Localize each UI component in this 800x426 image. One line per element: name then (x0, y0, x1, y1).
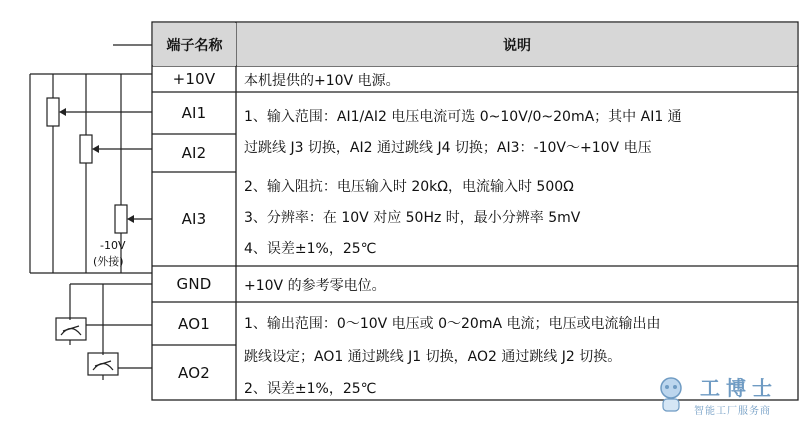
desc-ao-line3: 2、误差±1%，25℃ (244, 381, 377, 397)
desc-ai-line5: 4、误差±1%，25℃ (244, 241, 377, 257)
external-supply-label: (外接) (93, 255, 124, 268)
desc-ao-line2: 跳线设定；AO1 通过跳线 J1 切换，AO2 通过跳线 J2 切换。 (244, 349, 622, 365)
robot-mascot-icon (654, 374, 688, 414)
terminal-ai3: AI3 (181, 210, 207, 228)
watermark-subtitle: 智能工厂服务商 (694, 406, 771, 417)
desc-gnd-line1: +10V 的参考零电位。 (244, 278, 386, 294)
watermark (652, 372, 798, 424)
terminal-gnd: GND (176, 275, 212, 293)
meter-2-icon (88, 353, 118, 375)
watermark-title: 工博士 (700, 376, 778, 400)
arrow-pot1-icon (59, 108, 66, 116)
header-terminal-name: 端子名称 (153, 23, 236, 66)
desc-ai-line1: 1、输入范围：AI1/AI2 电压电流可选 0~10V/0~20mA；其中 AI1 通 (244, 109, 682, 125)
desc-10v-line1: 本机提供的+10V 电源。 (244, 73, 400, 89)
potentiometer-2-icon (80, 135, 92, 163)
terminal-ao1: AO1 (178, 314, 210, 333)
arrow-pot2-icon (92, 145, 99, 153)
desc-ai-line3: 2、输入阻抗：电压输入时 20kΩ，电流输入时 500Ω (244, 179, 574, 195)
external-voltage-label: -10V (100, 239, 126, 252)
desc-ao-line1: 1、输出范围：0～10V 电压或 0～20mA 电流；电压或电流输出由 (244, 316, 661, 332)
desc-ai-line2: 过跳线 J3 切换，AI2 通过跳线 J4 切换；AI3：-10V～+10V 电压 (244, 140, 652, 156)
potentiometer-3-icon (115, 205, 127, 233)
arrow-pot3-icon (127, 215, 134, 223)
terminal-10v: +10V (172, 70, 216, 88)
desc-ai-line4: 3、分辨率：在 10V 对应 50Hz 时，最小分辨率 5mV (244, 210, 581, 226)
meter-1-icon (56, 318, 86, 340)
terminal-ai1: AI1 (181, 104, 207, 122)
terminal-table (152, 22, 800, 400)
terminal-ao2: AO2 (178, 363, 210, 382)
potentiometer-1-icon (47, 98, 59, 126)
terminal-ai2: AI2 (181, 144, 207, 162)
header-description: 说明 (237, 23, 797, 66)
